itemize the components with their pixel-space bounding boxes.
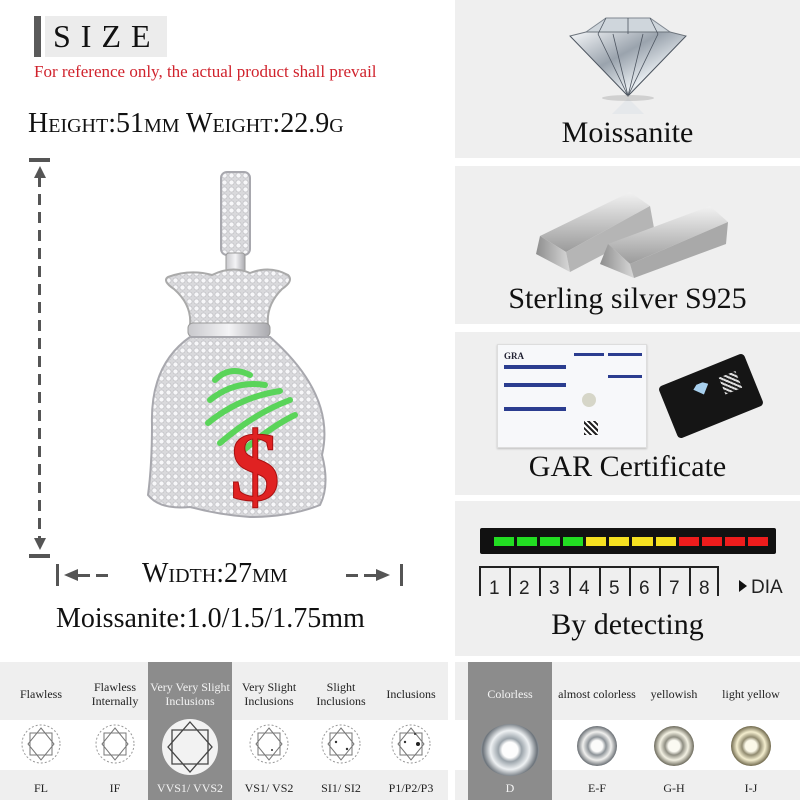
feature-caption: Sterling silver S925 <box>508 282 747 315</box>
feature-caption: GAR Certificate <box>528 450 727 483</box>
meter-segment <box>609 537 629 546</box>
arrow-right-icon <box>376 569 390 581</box>
svg-text:$: $ <box>230 411 280 522</box>
meter-segment <box>725 537 745 546</box>
scale-cell <box>629 566 659 599</box>
clarity-grade-vs <box>232 662 306 800</box>
ruler-cap-bottom <box>29 554 50 558</box>
grade-code: FL <box>33 781 48 795</box>
scale-cell <box>539 566 569 599</box>
size-heading <box>34 16 167 57</box>
gem-inclusion-icon <box>389 721 433 767</box>
scale-number: 2 <box>519 578 530 599</box>
meter-segment <box>748 537 768 546</box>
heading-accent-bar <box>34 16 41 57</box>
feature-detector <box>455 501 800 656</box>
meter-segment <box>494 537 514 546</box>
grade-label: Very Very Slight Inclusions <box>150 680 230 708</box>
grade-label: Colorless <box>487 686 533 701</box>
black-card-image <box>658 353 764 439</box>
gem-outline-icon <box>93 721 137 767</box>
clarity-grade-if <box>78 662 152 800</box>
money-bag-pendant-image <box>130 165 370 530</box>
cert-logo: GRA <box>504 351 524 361</box>
scale-cell <box>569 566 599 599</box>
color-grade-ef <box>558 662 636 800</box>
grade-code: P1/P2/P3 <box>388 781 434 795</box>
grade-label: Inclusions <box>386 687 436 701</box>
ruler-cap-top <box>29 158 50 162</box>
grade-label: almost colorless <box>558 686 636 701</box>
grade-label: Slight Inclusions <box>316 680 366 708</box>
scale-number: 1 <box>489 578 500 599</box>
scale-cell <box>509 566 539 599</box>
grade-code: VVS1/ VVS2 <box>156 781 224 795</box>
meter-segment <box>656 537 676 546</box>
size-heading-label: SIZE <box>45 16 167 57</box>
clarity-grade-fl <box>4 662 78 800</box>
diamond-colorless-icon <box>481 724 539 776</box>
scale-number: 7 <box>669 578 680 599</box>
scale-number: 8 <box>699 578 710 599</box>
grade-label: Flawless Internally <box>91 680 139 708</box>
width-ruler <box>50 558 410 592</box>
scale-number: 5 <box>609 578 620 599</box>
grade-code: E-F <box>588 781 606 795</box>
diamond-icon <box>568 12 688 117</box>
clarity-grade-si <box>304 662 378 800</box>
gem-inclusion-icon <box>247 721 291 767</box>
diamond-yellowish-icon <box>654 726 694 766</box>
meter-segment <box>517 537 537 546</box>
meter-segment <box>702 537 722 546</box>
arrow-down-icon <box>34 538 46 550</box>
clarity-grade-p <box>374 662 448 800</box>
meter-segment <box>632 537 652 546</box>
clarity-grade-chart <box>0 662 448 800</box>
meter-segment <box>586 537 606 546</box>
grade-code: VS1/ VS2 <box>244 781 294 795</box>
reference-note: For reference only, the actual product shall prevail <box>34 62 377 81</box>
grade-code: SI1/ SI2 <box>321 781 361 795</box>
size-panel <box>0 0 450 660</box>
scale-number: 4 <box>579 578 590 599</box>
scale-cell <box>659 566 689 599</box>
tester-meter <box>480 528 776 554</box>
width-dash-left <box>78 574 114 577</box>
grade-label: light yellow <box>722 686 780 701</box>
feature-caption: By detecting <box>551 608 704 641</box>
gem-outline-icon <box>158 718 222 776</box>
grade-label: yellowish <box>650 686 698 701</box>
scale-number: 6 <box>639 578 650 599</box>
color-grade-chart <box>455 662 800 800</box>
silver-bars-icon <box>530 184 735 279</box>
feature-moissanite <box>455 0 800 158</box>
tester-scale <box>479 566 719 606</box>
color-grade-gh <box>635 662 713 800</box>
width-spec: Width:27mm <box>142 558 288 589</box>
gra-certificate-image <box>497 344 647 448</box>
clarity-grade-vvs <box>148 662 232 800</box>
scale-cell <box>479 566 509 599</box>
height-ruler-icon <box>28 158 52 558</box>
arrow-left-icon <box>64 569 78 581</box>
width-tick-right <box>400 564 403 586</box>
meter-segment <box>679 537 699 546</box>
play-triangle-icon <box>739 580 747 592</box>
color-grade-ij <box>712 662 790 800</box>
dia-label: DIA <box>751 577 783 598</box>
grade-code: D <box>505 781 515 795</box>
scale-number: 3 <box>549 578 560 599</box>
grade-code: G-H <box>663 781 685 795</box>
diamond-almost-colorless-icon <box>577 726 617 766</box>
meter-segment <box>540 537 560 546</box>
feature-caption: Moissanite <box>561 116 694 149</box>
grade-code: IF <box>109 781 121 795</box>
scale-cell <box>689 566 719 599</box>
dia-indicator <box>739 577 783 599</box>
width-dash-right <box>346 574 376 577</box>
grade-label: Very Slight Inclusions <box>241 680 297 708</box>
height-weight-spec: Height:51mm Weight:22.9g <box>28 108 344 139</box>
meter-segment <box>563 537 583 546</box>
feature-silver <box>455 166 800 324</box>
grade-label: Flawless <box>20 687 62 701</box>
gem-outline-icon <box>19 721 63 767</box>
gem-inclusion-icon <box>319 721 363 767</box>
ruler-dashed-line <box>38 176 41 540</box>
diamond-light-yellow-icon <box>731 726 771 766</box>
color-grade-d <box>468 662 552 800</box>
moissanite-size-spec: Moissanite:1.0/1.5/1.75mm <box>56 603 365 634</box>
feature-certificate <box>455 332 800 495</box>
width-tick-left <box>56 564 59 586</box>
scale-cell <box>599 566 629 599</box>
grade-code: I-J <box>744 781 758 795</box>
